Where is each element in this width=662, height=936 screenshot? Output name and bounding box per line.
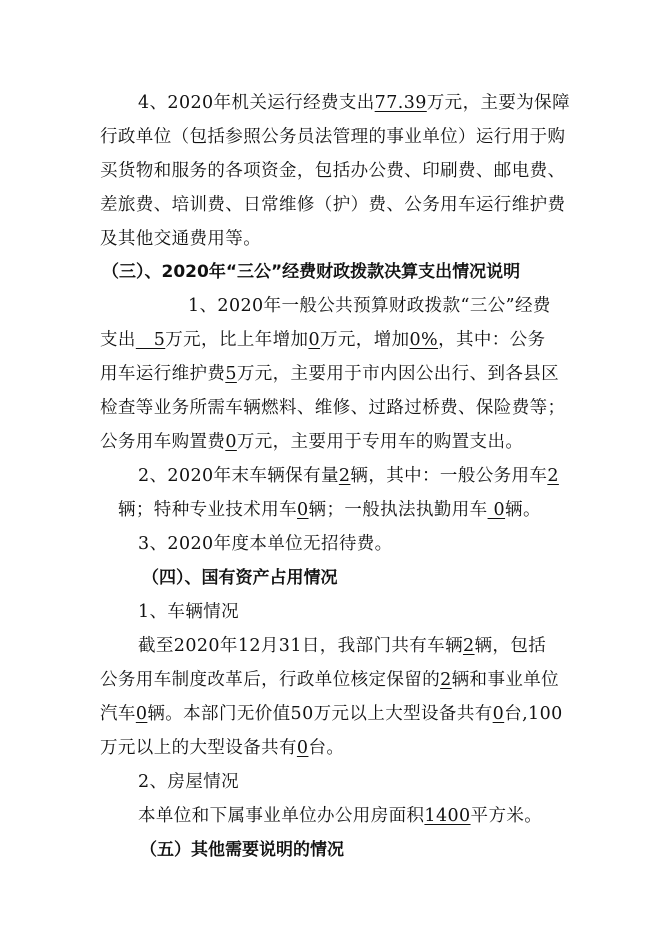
text: 辆；特种专业技术用车: [118, 500, 297, 520]
s3-para-2-line-1: [138, 464, 570, 488]
s3-para-1-line-5: [100, 430, 570, 454]
s4-para-1-line-2: [100, 668, 570, 692]
s3-para-2-line-2: [118, 498, 570, 522]
text: 辆和事业单位: [451, 670, 560, 690]
s4-para-2: [138, 804, 570, 828]
increase-percent: 0%: [409, 330, 439, 350]
para-operating-expense-line-2: 行政单位（包括参照公务员法管理的事业单位）运行用于购: [100, 127, 566, 147]
house-subtitle: 2、房屋情况: [138, 772, 240, 792]
text: 汽车: [100, 704, 136, 724]
text: 万元以上的大型设备共有: [100, 738, 297, 758]
s3-para-3: 3、2020年度本单位无招待费。: [138, 534, 393, 554]
office-area: 1400: [424, 806, 471, 826]
special-vehicle-count: 0: [297, 500, 309, 520]
general-vehicle-count: 2: [547, 466, 559, 486]
para-operating-expense-line-3: 买货物和服务的各项资金，包括办公费、印刷费、邮电费、: [100, 161, 566, 181]
text: 用车运行维护费: [100, 364, 226, 384]
text: 辆，其中：一般公务用车: [350, 466, 548, 486]
para-operating-expense-line-4: 差旅费、培训费、日常维修（护）费、公务用车运行维护费: [100, 195, 566, 215]
text: 万元，增加: [320, 330, 410, 350]
text: 公务用车制度改革后，行政单位核定保留的: [100, 670, 441, 690]
s3-para-1-line-4: 检查等业务所需车辆燃料、维修、过路过桥费、保险费等；: [100, 398, 566, 418]
text: 截至2020年12月31日，我部门共有车辆: [138, 636, 463, 656]
text: 辆，包括: [474, 636, 547, 656]
text: ，其中：公务: [438, 330, 546, 350]
text: 万元，主要用于市内因公出行、到各县区: [236, 364, 560, 384]
section-3-heading: （三）、2020年“三公”经费财政拨款决算支出情况说明: [102, 262, 521, 282]
text: 2、2020年末车辆保有量: [138, 466, 339, 486]
vehicle-total-count: 2: [338, 466, 351, 486]
admin-vehicle-count: 2: [440, 670, 452, 690]
s3-para-1-line-1: 1、2020年一般公共预算财政拨款“三公”经费: [188, 296, 551, 316]
section-5-heading: （五）其他需要说明的情况: [140, 840, 344, 860]
institution-vehicle-count: 0: [135, 704, 148, 724]
equipment-100-count: 0: [296, 738, 309, 758]
operating-expense-amount: 77.39: [374, 93, 427, 113]
text: 公务用车购置费: [100, 432, 226, 452]
text: 台。: [308, 738, 345, 758]
text: 本单位和下属事业单位办公用房面积: [138, 806, 425, 826]
vehicle-purchase-amount: 0: [225, 432, 237, 452]
s3-para-1-line-3: [100, 362, 570, 386]
vehicle-maintenance-amount: 5: [225, 364, 237, 384]
s4-para-1-line-3: [100, 702, 570, 726]
equipment-50-count: 0: [492, 704, 505, 724]
dept-vehicle-count: 2: [462, 636, 475, 656]
text: 辆。本部门无价值50万元以上大型设备共有: [147, 704, 493, 724]
para-operating-expense-line-5: 及其他交通费用等。: [100, 229, 262, 249]
s3-para-1-line-2: [100, 328, 570, 352]
para-operating-expense-line-1: [138, 91, 570, 115]
section-4-heading: （四）、国有资产占用情况: [142, 568, 338, 588]
text: 支出: [100, 330, 136, 350]
text: 万元，比上年增加: [165, 330, 309, 350]
s4-para-1-line-4: [100, 736, 570, 760]
text: 万元，主要为保障: [426, 93, 570, 113]
three-public-total-amount: 5: [135, 330, 166, 350]
text: 辆；一般执法执勤用车: [308, 500, 488, 520]
text: 平方米。: [470, 806, 543, 826]
text: 万元，主要用于专用车的购置支出。: [236, 432, 524, 452]
vehicle-subtitle: 1、车辆情况: [138, 602, 240, 622]
text: 台,100: [504, 704, 563, 724]
text: 辆。: [505, 500, 541, 520]
enforcement-vehicle-count: 0: [487, 500, 506, 520]
text: 4、2020年机关运行经费支出: [138, 93, 375, 113]
increase-amount: 0: [308, 330, 320, 350]
s4-para-1-line-1: [138, 634, 570, 658]
